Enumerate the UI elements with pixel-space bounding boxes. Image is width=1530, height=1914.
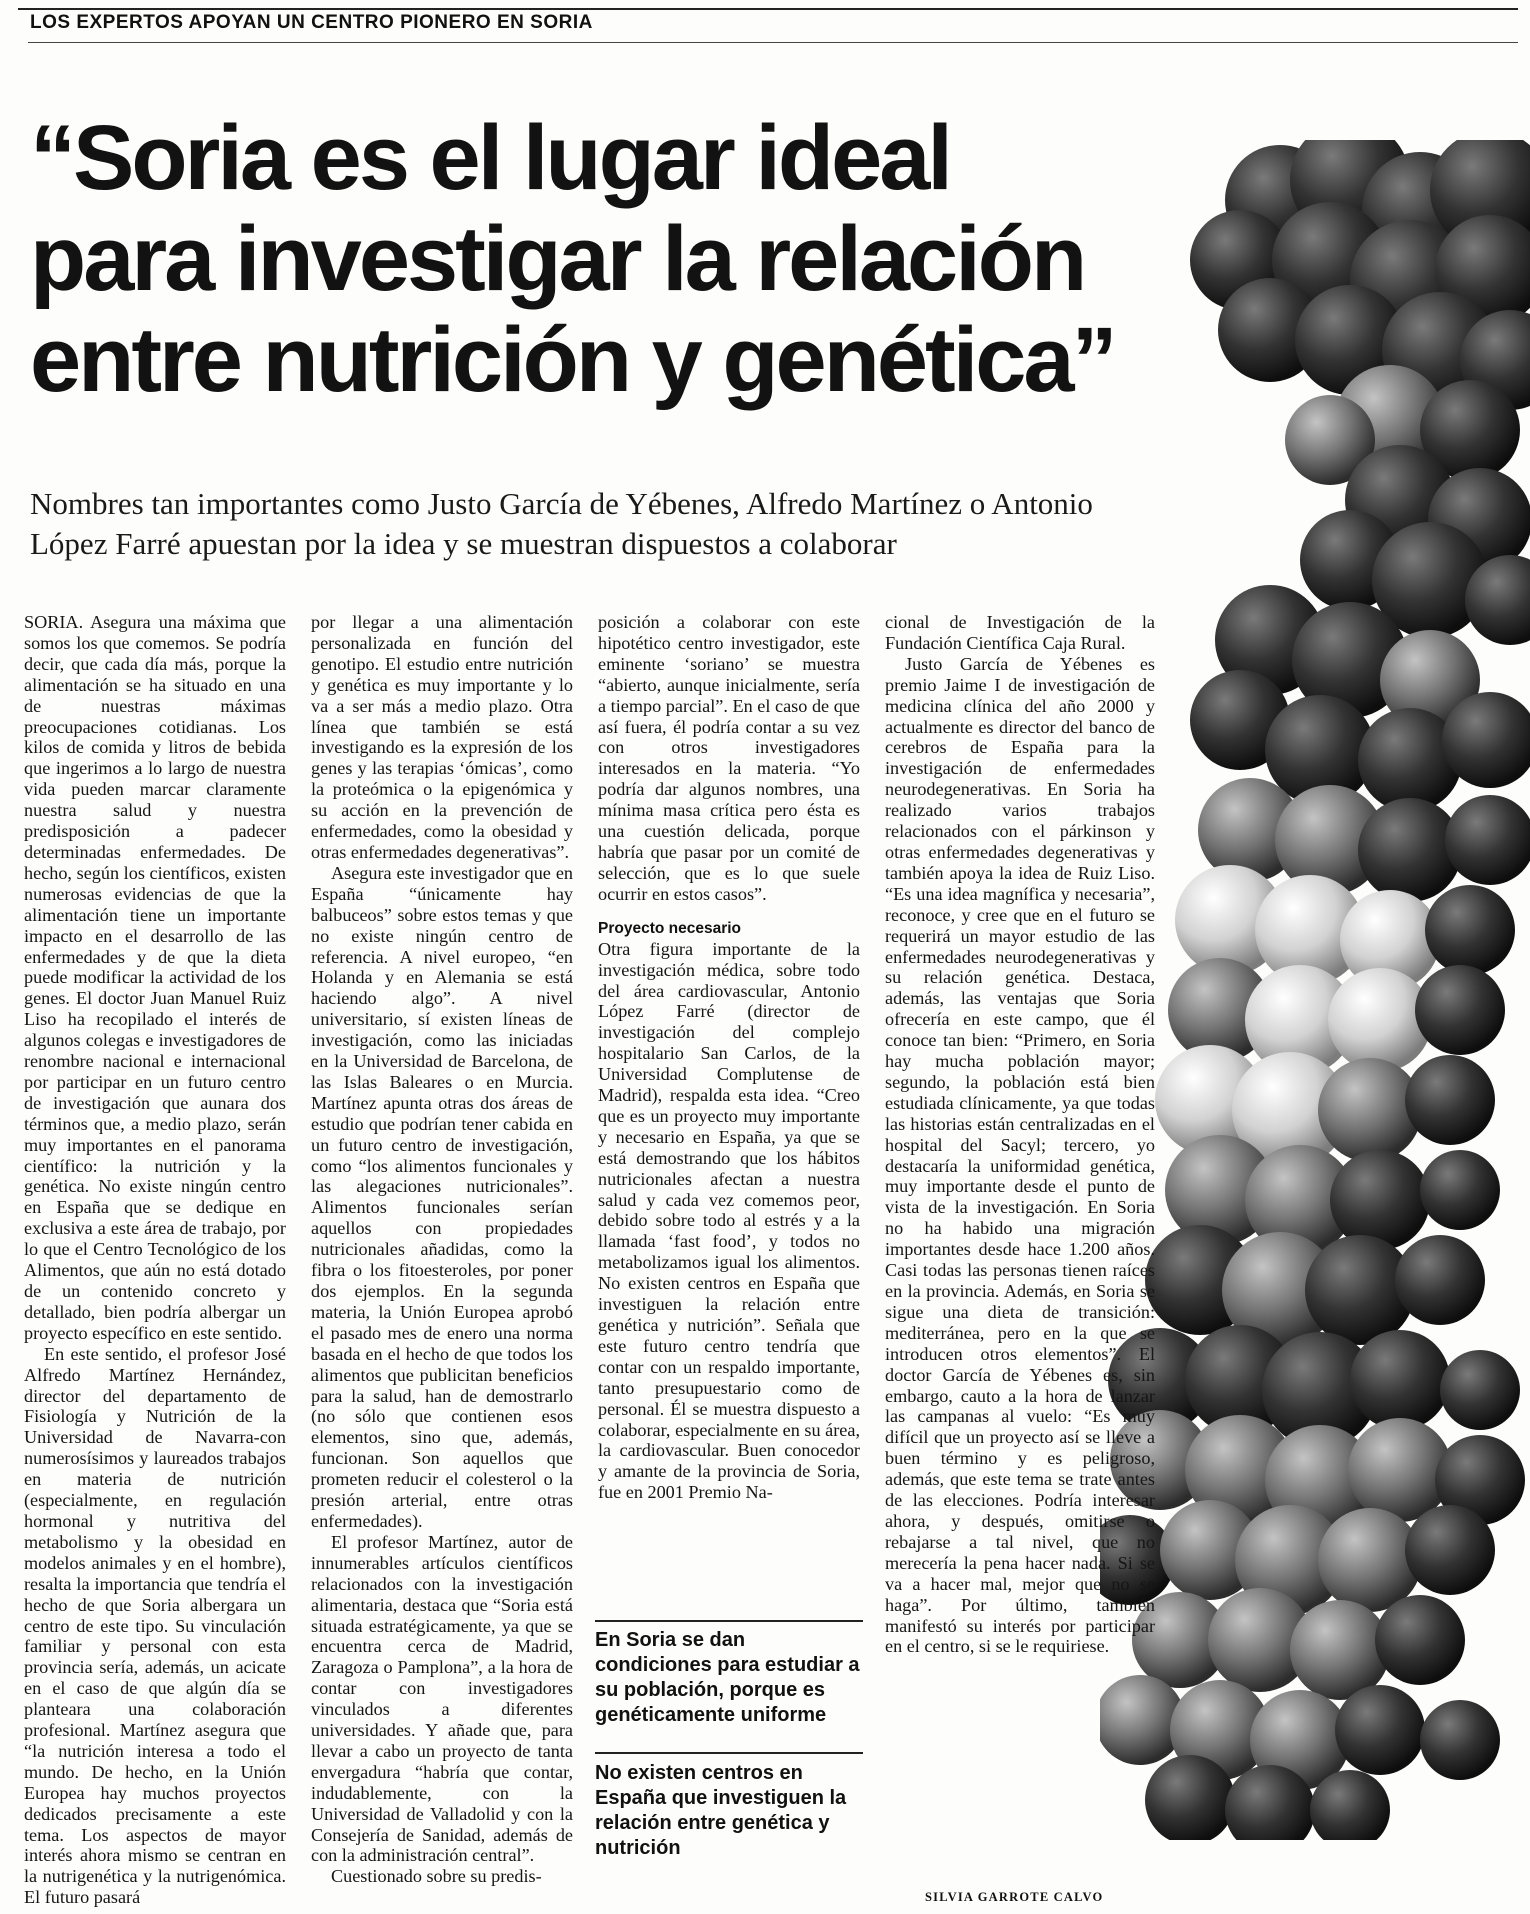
atom-sphere: [1420, 1150, 1500, 1230]
headline-line-1: “Soria es el lugar ideal: [30, 107, 950, 209]
pull-quote-2: No existen centros en España que investiguen la relación entre genética y nutrición: [595, 1762, 847, 1859]
atom-sphere: [1405, 1055, 1495, 1145]
atom-sphere: [1335, 1685, 1425, 1775]
subheading: Proyecto necesario: [598, 919, 742, 937]
atom-sphere: [1420, 1700, 1500, 1780]
byline: SILVIA GARROTE CALVO: [925, 1890, 1104, 1904]
atom-sphere: [1290, 1600, 1390, 1700]
atom-sphere: [1415, 965, 1505, 1055]
paragraph: Cuestionado sobre su predis-: [331, 1866, 542, 1887]
top-rule: [18, 8, 1518, 10]
molecule-illustration: [1100, 140, 1530, 1840]
atom-sphere: [1395, 1235, 1485, 1325]
atom-sphere: [1350, 1330, 1450, 1430]
paragraph: El profesor Martínez, autor de innumerables artículos científicos relacionados con la investigación alimentaria, destaca que “Soria está situada estratégicamente, ya que se encuentra cerca de Madrid, Zaragoza o Pamplona”, a la hora de contar con investigadores vinculados a diferentes universidades. Y añade que, para llevar a cabo un proyecto de tanta envergadura “habría que contar, indudablemente, con la Universidad de Valladolid y con la Consejería de Sanidad, además de con la administración central”.: [311, 1531, 573, 1866]
pull-quote-rule: [595, 1752, 863, 1754]
molecule-spheres: [1100, 140, 1530, 1840]
paragraph: Otra figura importante de la investigación médica, sobre todo del área cardiovascular, Antonio López Farré (director de investigación del complejo hospitalario San Carlos, de la Universidad Complutense de Madrid), respalda esta idea. “Creo que es un proyecto muy importante y necesario en España, ya que se está demostrando que los hábitos nutricionales afectan a nuestra salud y cada vez comemos peor, debido sobre todo al estrés y a la llamada ‘fast food’, y todos no metabolizamos igual los alimentos. No existen centros en España que investiguen la relación entre genética y nutrición”. Señala que este futuro centro tendría que contar con un respaldo importante, tanto presupuestario como de personal. Él se muestra dispuesto a colaborar, especialmente en su área, la cardiovascular. Buen conocedor y amante de la provincia de Soria, fue en 2001 Premio Na-: [598, 938, 860, 1503]
atom-sphere: [1405, 1505, 1495, 1595]
section-rule: [28, 42, 1518, 43]
atom-sphere: [1375, 1595, 1465, 1685]
pull-quote-1: En Soria se dan condiciones para estudiar a su población, porque es genéticamente uniforme: [595, 1629, 860, 1726]
column-2: [311, 612, 573, 1887]
paragraph: SORIA. Asegura una máxima que somos los que comemos. Se podría decir, que cada día más, porque la alimentación se ha situado en una de nuestras máximas preocupaciones cotidianas. Los kilos de comida y litros de bebida que ingerimos a lo largo de nuestra vida pueden marcar claramente nuestra salud y nuestra predisposición a padecer determinadas enfermedades. De hecho, según los científicos, existen numerosas evidencias de que la alimentación tiene un importante impacto en el desarrollo de las enfermedades y de que la dieta puede modificar la actividad de los genes. El doctor Juan Manuel Ruiz Liso ha recopilado el interés de algunos colegas e investigadores de renombre nacional e internacional por participar en un futuro centro de investigación que aunara dos términos que, a medio plazo, serán muy importantes en el panorama científico: la nutrición y la genética. No existe ningún centro en España que se dedique en exclusiva a este área de trabajo, por lo que el Centro Tecnológico de los Alimentos, que aún no está dotado de un contenido concreto y detallado, bien podría albergar un proyecto específico en este sentido.: [24, 612, 286, 1343]
paragraph: cional de Investigación de la Fundación Científica Caja Rural.: [885, 612, 1155, 653]
section-header: LOS EXPERTOS APOYAN UN CENTRO PIONERO EN SORIA: [30, 12, 593, 33]
column-4: [885, 612, 1155, 1657]
pull-quote-rule: [595, 1620, 863, 1622]
paragraph: por llegar a una alimentación personalizada en función del genotipo. El estudio entre nutrición y genética es muy importante y lo va a ser más a medio plazo. Otra línea que también se está investigando es la expresión de los genes y las terapias ‘ómicas’, como la proteómica o la epigenómica y su acción en la prevención de enfermedades, como la obesidad y otras enfermedades degenerativas”.: [311, 612, 573, 862]
headline: [30, 108, 1210, 411]
atom-sphere: [1425, 885, 1515, 975]
deck-subtitle: Nombres tan importantes como Justo García de Yébenes, Alfredo Martínez o Antonio López Farré apuestan por la idea y se muestran dispuestos a colaborar: [30, 486, 1093, 561]
atom-sphere: [1445, 795, 1530, 885]
column-1: [24, 612, 286, 1908]
paragraph: En este sentido, el profesor José Alfredo Martínez Hernández, director del departamento de Fisiología y Nutrición de la Universidad de Navarra-con numerosísimos y laureados trabajos en materia de nutrición (especialmente, en regulación hormonal y nutritiva del metabolismo y la obesidad en modelos animales y en el hombre), resalta la importancia que tendría el hecho de que Soria albergara un centro de este tipo. Su vinculación familiar y personal con esta provincia sería, además, un acicate en el caso de que algún día se planteara una colaboración profesional. Martínez asegura que “la nutrición interesa a todo el mundo. De hecho, en la Unión Europea hay muchos proyectos dedicados precisamente a este tema. Los aspectos de mayor interés ahora mismo se centran en la nutrigenética y la nutrigenómica. El futuro pasará: [24, 1343, 286, 1908]
atom-sphere: [1330, 1150, 1430, 1250]
atom-sphere: [1440, 1350, 1520, 1430]
column-3: [598, 612, 860, 1503]
headline-line-2: para investigar la relación: [30, 208, 1085, 310]
paragraph: posición a colaborar con este hipotético centro investigador, este eminente ‘soriano’ se muestra “abierto, aunque inicialmente, sería a tiempo parcial”. En el caso de que así fuera, él podría contar a su vez con otros investigadores interesados en la materia. “Yo podría dar algunos nombres, una mínima masa crítica pero ésta es una cuestión delicada, porque habría que pasar por un comité de selección, que es lo que suele ocurrir en estos casos”.: [598, 612, 860, 904]
paragraph: Asegura este investigador que en España “únicamente hay balbuceos” sobre estos temas y que no existe ningún centro de referencia. A nivel europeo, “en Holanda y en Alemania se está haciendo algo”. A nivel universitario, sí existen líneas de investigación, como las iniciadas en la Universidad de Barcelona, de las Islas Baleares o en Murcia. Martínez apunta otras dos áreas de estudio que podrían tener cabida en un futuro centro de investigación, como “los alimentos funcionales y las alegaciones nutricionales”. Alimentos funcionales serían aquellos con propiedades nutricionales añadidas, como la fibra o los fitoesteroles, por poner dos ejemplos. En la segunda materia, la Unión Europea aprobó el pasado mes de enero una norma basada en el hecho de que todos los alimentos que publicitan beneficios para la salud, han de demostrarlo (no sólo que contienen esos elementos, sino que, además, funcionan. Son aquellos que prometen reducir el colesterol o la presión arterial, entre otras enfermedades).: [311, 862, 573, 1531]
headline-line-3: entre nutrición y genética”: [30, 309, 1115, 411]
paragraph: Justo García de Yébenes es premio Jaime I de investigación de medicina clínica del año 2000 y actualmente es director del banco de cerebros de España para la investigación de enfermedades neurodegenerativas. En Soria ha realizado varios trabajos relacionados con el párkinson y otras enfermedades degenerativas y también apoya la idea de Ruiz Liso. “Es una idea magnífica y necesaria”, reconoce, y cree que en el futuro se requerirá un mayor estudio de las enfermedades neurodegenerativas y su relación genética. Destaca, además, las ventajas que Soria ofrecería en este campo, que él conoce tan bien: “Primero, en Soria hay mucha población mayor; segundo, la población está bien estudiada clínicamente, ya que todas las historias están centralizadas en el hospital del Sacyl; tercero, yo destacaría la uniformidad genética, muy importante desde el punto de vista de la investigación. En Soria no ha habido una migración importantes desde hace 1.200 años. Casi todas las personas tienen raíces en la provincia. Además, en Soria se sigue una dieta de transición: mediterránea, pero en la que se introducen otros elementos”. El doctor García de Yébenes es, sin embargo, cauto a la hora de lanzar las campanas al vuelo: “Es muy difícil que un proyecto así se lleve a buen término y es peligroso, además, que este tema se trate antes de las elecciones. Podría interesar ahora, y después, omitirse o rebajarse a tal nivel, que no merecería la pena hacer nada. Si se va a hacer mal, mejor que no se haga”. Por último, también manifestó su interés por participar en el centro, si se le requiriese.: [885, 653, 1155, 1657]
